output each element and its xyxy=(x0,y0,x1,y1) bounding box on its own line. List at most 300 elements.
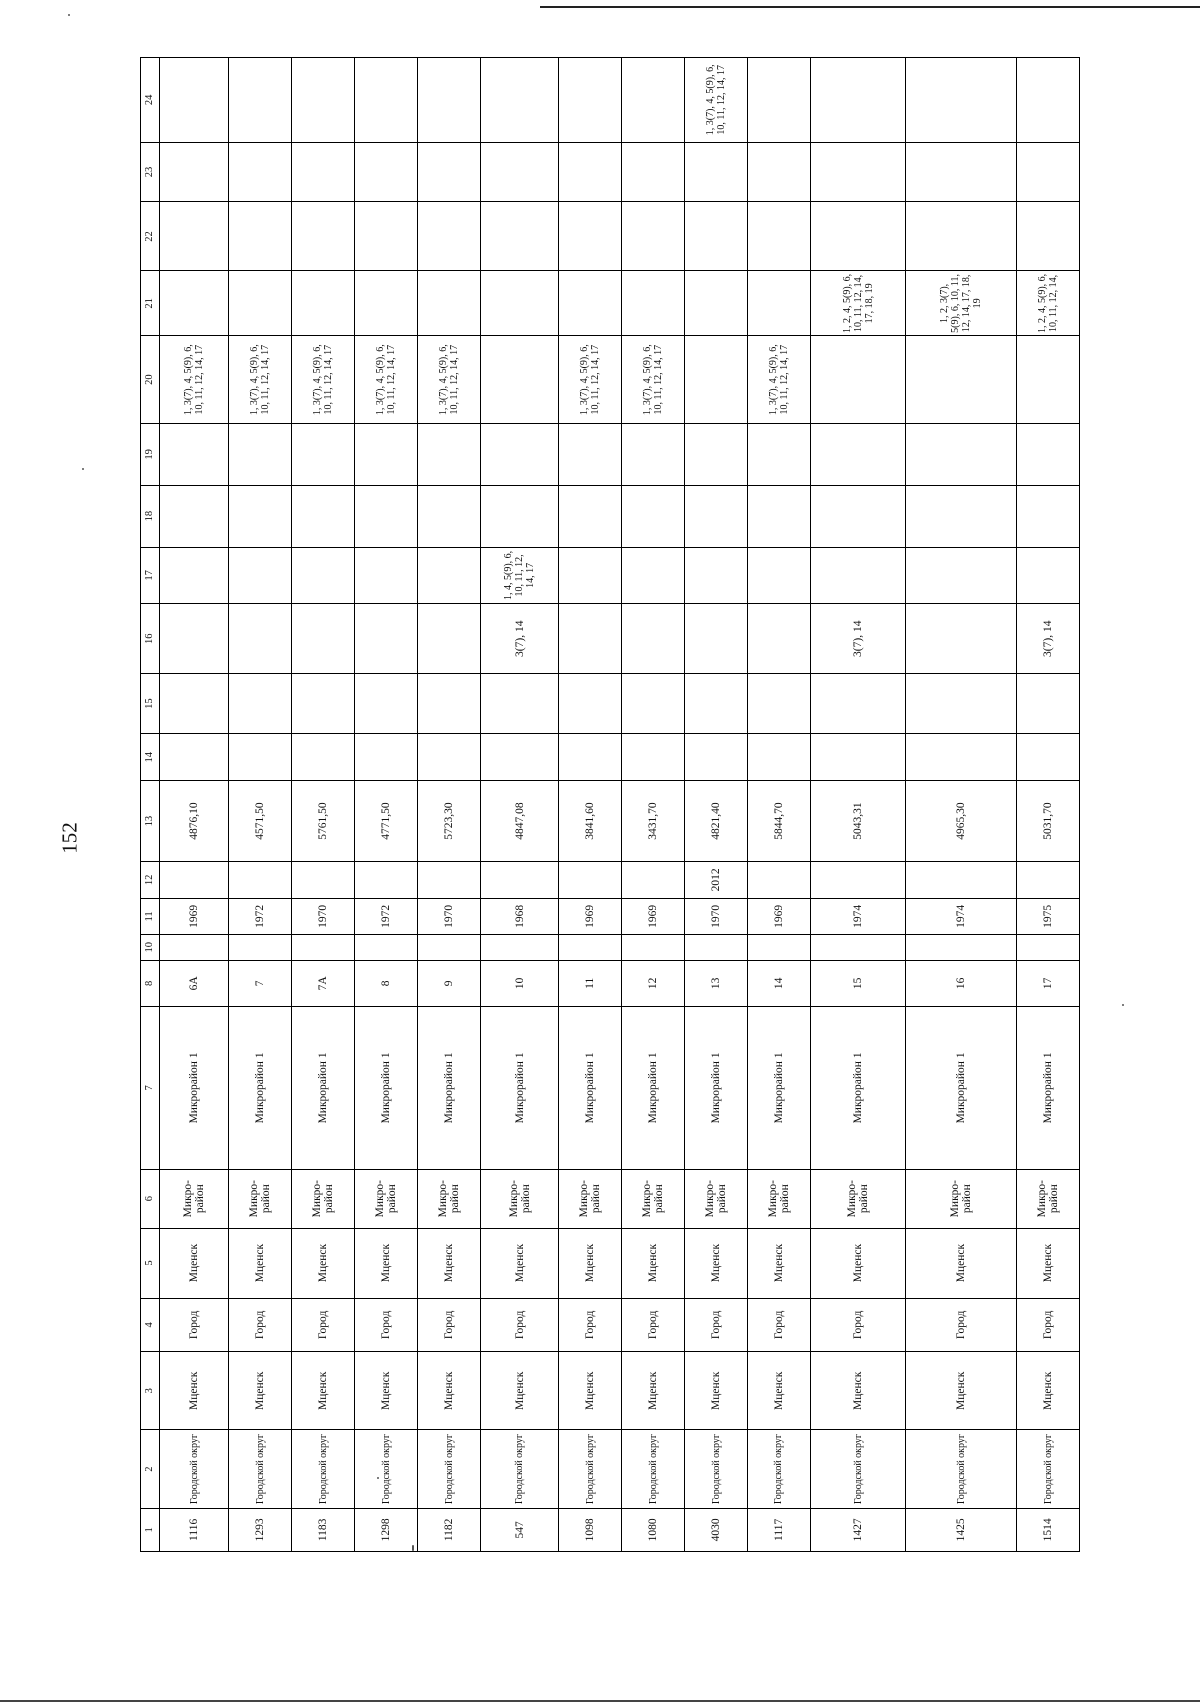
table-cell: 4847,08 xyxy=(481,781,559,861)
table-cell: Микрорайон 1 xyxy=(1017,1007,1080,1170)
table-cell: 12 xyxy=(622,960,685,1006)
table-cell: Город xyxy=(559,1298,622,1352)
bottom-border-line xyxy=(0,1700,1200,1702)
table-cell xyxy=(229,202,292,271)
table-cell: Городской округ xyxy=(810,1430,905,1508)
table-cell xyxy=(747,423,810,485)
table-cell xyxy=(685,202,748,271)
table-cell xyxy=(906,547,1017,604)
table-cell: Микрорайон 1 xyxy=(559,1007,622,1170)
table-cell xyxy=(418,142,481,202)
table-cell xyxy=(685,142,748,202)
column-header: 23 xyxy=(141,142,160,202)
table-cell: 6А xyxy=(160,960,229,1006)
table-cell xyxy=(292,604,355,674)
table-cell xyxy=(229,423,292,485)
table-cell xyxy=(160,674,229,734)
table-cell xyxy=(481,861,559,898)
table-cell: 1968 xyxy=(481,898,559,934)
page-number: 152 xyxy=(57,822,82,854)
column-header: 1 xyxy=(141,1508,160,1551)
table-cell xyxy=(229,604,292,674)
table-cell xyxy=(1017,423,1080,485)
table-row xyxy=(622,58,685,1552)
table-cell xyxy=(355,423,418,485)
table-cell: 1, 2, 4, 5(9), 6, 10, 11, 12, 14, xyxy=(1017,271,1080,336)
table-cell: 16 xyxy=(906,960,1017,1006)
table-cell xyxy=(810,142,905,202)
table-cell xyxy=(481,336,559,424)
table-cell: 11 xyxy=(559,960,622,1006)
table-cell: 1, 2, 3(7), 5(9), 6, 10, 11, 12, 14, 17, 18, 19 xyxy=(906,271,1017,336)
table-cell: Мценск xyxy=(622,1352,685,1430)
table-cell xyxy=(355,861,418,898)
table-cell xyxy=(685,734,748,781)
table-cell: Мценск xyxy=(160,1228,229,1298)
table-cell: Мценск xyxy=(1017,1352,1080,1430)
table-cell: 15 xyxy=(810,960,905,1006)
table-cell: Микро-район xyxy=(685,1169,748,1228)
table-cell: 2012 xyxy=(685,861,748,898)
table-cell: 3(7), 14 xyxy=(481,604,559,674)
table-cell xyxy=(292,423,355,485)
column-header: 2 xyxy=(141,1430,160,1508)
table-cell xyxy=(810,202,905,271)
table-cell: Мценск xyxy=(559,1352,622,1430)
column-header: 10 xyxy=(141,934,160,960)
table-cell xyxy=(292,202,355,271)
table-cell: Городской округ xyxy=(747,1430,810,1508)
table-cell: 1, 3(7), 4, 5(9), 6, 10, 11, 12, 14, 17 xyxy=(292,336,355,424)
table-cell xyxy=(622,934,685,960)
table-cell xyxy=(559,934,622,960)
table-cell xyxy=(906,336,1017,424)
table-cell xyxy=(747,734,810,781)
table-cell: Микро-район xyxy=(622,1169,685,1228)
table-cell: 1, 3(7), 4, 5(9), 6, 10, 11, 12, 14, 17 xyxy=(685,58,748,143)
table-cell: Город xyxy=(906,1298,1017,1352)
scan-speck xyxy=(1122,1004,1124,1006)
table-cell: 4821,40 xyxy=(685,781,748,861)
table-cell: 5043,31 xyxy=(810,781,905,861)
table-cell xyxy=(160,58,229,143)
table-cell xyxy=(622,142,685,202)
table-cell: Микрорайон 1 xyxy=(810,1007,905,1170)
table-cell: 1, 2, 4, 5(9), 6, 10, 11, 12, 14, 17, 18, 19 xyxy=(810,271,905,336)
table-cell: 3431,70 xyxy=(622,781,685,861)
table-cell xyxy=(906,861,1017,898)
table-cell xyxy=(559,861,622,898)
table-cell xyxy=(229,934,292,960)
table-cell: 1974 xyxy=(906,898,1017,934)
scan-speck xyxy=(68,14,70,16)
table-cell: Мценск xyxy=(418,1228,481,1298)
table-cell xyxy=(292,934,355,960)
table-cell xyxy=(622,861,685,898)
table-cell xyxy=(160,547,229,604)
table-cell xyxy=(160,142,229,202)
table-cell: Мценск xyxy=(685,1352,748,1430)
table-cell xyxy=(229,142,292,202)
table-cell: Микрорайон 1 xyxy=(292,1007,355,1170)
table-cell xyxy=(559,142,622,202)
table-cell xyxy=(622,202,685,271)
table-row xyxy=(559,58,622,1552)
table-cell xyxy=(355,674,418,734)
table-cell: 7А xyxy=(292,960,355,1006)
top-border-line xyxy=(540,6,1200,8)
table-cell: Городской округ xyxy=(292,1430,355,1508)
table-cell: 5761,50 xyxy=(292,781,355,861)
table-cell: Микрорайон 1 xyxy=(906,1007,1017,1170)
table-cell xyxy=(906,604,1017,674)
table-cell: 4965,30 xyxy=(906,781,1017,861)
table-cell: 3(7), 14 xyxy=(810,604,905,674)
table-cell xyxy=(559,423,622,485)
table-cell xyxy=(160,202,229,271)
table-cell xyxy=(160,423,229,485)
table-cell xyxy=(622,58,685,143)
table-cell xyxy=(747,485,810,547)
table-cell: 1969 xyxy=(559,898,622,934)
table-cell xyxy=(810,934,905,960)
table-cell: 1, 3(7), 4, 5(9), 6, 10, 11, 12, 14, 17 xyxy=(622,336,685,424)
table-cell: Мценск xyxy=(1017,1228,1080,1298)
table-cell xyxy=(160,934,229,960)
table-cell: 1425 xyxy=(906,1508,1017,1551)
column-header: 24 xyxy=(141,58,160,143)
table-cell xyxy=(481,271,559,336)
table-cell: Мценск xyxy=(810,1352,905,1430)
table-cell xyxy=(747,271,810,336)
table-cell: Микро-район xyxy=(810,1169,905,1228)
table-cell xyxy=(622,271,685,336)
table-cell: 1972 xyxy=(229,898,292,934)
table-cell: Городской округ xyxy=(1017,1430,1080,1508)
table-cell: Мценск xyxy=(229,1228,292,1298)
table-cell: Мценск xyxy=(906,1352,1017,1430)
table-cell xyxy=(355,547,418,604)
table-cell xyxy=(355,271,418,336)
column-header: 22 xyxy=(141,202,160,271)
table-cell: Микрорайон 1 xyxy=(685,1007,748,1170)
table-cell xyxy=(1017,734,1080,781)
table-cell: Город xyxy=(355,1298,418,1352)
table-cell: 1, 3(7), 4, 5(9), 6, 10, 11, 12, 14, 17 xyxy=(229,336,292,424)
table-cell: 1293 xyxy=(229,1508,292,1551)
housing-register-table xyxy=(140,57,1080,1552)
table-cell: Мценск xyxy=(906,1228,1017,1298)
table-cell: 17 xyxy=(1017,960,1080,1006)
table-cell xyxy=(810,58,905,143)
table-cell xyxy=(559,547,622,604)
table-cell xyxy=(622,485,685,547)
table-cell: Микро-район xyxy=(292,1169,355,1228)
table-cell xyxy=(622,734,685,781)
column-header: 8 xyxy=(141,960,160,1006)
table-cell: 13 xyxy=(685,960,748,1006)
table-cell xyxy=(355,734,418,781)
table-cell: Микрорайон 1 xyxy=(418,1007,481,1170)
table-cell xyxy=(418,604,481,674)
table-cell: Мценск xyxy=(292,1228,355,1298)
table-cell: 1098 xyxy=(559,1508,622,1551)
table-cell: 1080 xyxy=(622,1508,685,1551)
table-cell: Микрорайон 1 xyxy=(229,1007,292,1170)
column-header: 14 xyxy=(141,734,160,781)
table-cell: 1970 xyxy=(685,898,748,934)
table-cell xyxy=(810,485,905,547)
table-cell: Микро-район xyxy=(747,1169,810,1228)
table-cell: 1972 xyxy=(355,898,418,934)
table-cell: Микро-район xyxy=(355,1169,418,1228)
table-row xyxy=(229,58,292,1552)
table-cell: Мценск xyxy=(622,1228,685,1298)
table-cell: Мценск xyxy=(685,1228,748,1298)
table-cell: 1183 xyxy=(292,1508,355,1551)
table-cell xyxy=(481,423,559,485)
table-cell: 8 xyxy=(355,960,418,1006)
table-cell: 1182 xyxy=(418,1508,481,1551)
column-header: 11 xyxy=(141,898,160,934)
table-cell xyxy=(685,604,748,674)
table-row xyxy=(685,58,748,1552)
column-number-row xyxy=(141,58,160,1552)
table-cell xyxy=(160,604,229,674)
table-cell xyxy=(229,485,292,547)
table-cell: Городской округ xyxy=(685,1430,748,1508)
table-row xyxy=(747,58,810,1552)
table-cell xyxy=(1017,142,1080,202)
table-cell xyxy=(559,271,622,336)
table-cell xyxy=(559,674,622,734)
table-cell xyxy=(906,58,1017,143)
table-cell xyxy=(810,547,905,604)
scan-speck xyxy=(82,468,84,470)
table-row xyxy=(906,58,1017,1552)
table-cell xyxy=(1017,547,1080,604)
table-cell xyxy=(810,674,905,734)
table-cell xyxy=(292,58,355,143)
table-cell xyxy=(418,271,481,336)
table-cell xyxy=(747,547,810,604)
table-cell xyxy=(559,58,622,143)
column-header: 21 xyxy=(141,271,160,336)
table-cell xyxy=(229,734,292,781)
table-cell: Мценск xyxy=(747,1352,810,1430)
table-cell: Городской округ xyxy=(355,1430,418,1508)
table-cell xyxy=(559,485,622,547)
table-cell: 5723,30 xyxy=(418,781,481,861)
table-cell xyxy=(481,142,559,202)
table-cell xyxy=(747,202,810,271)
table-cell xyxy=(685,271,748,336)
table-cell xyxy=(418,202,481,271)
table-cell xyxy=(747,604,810,674)
table-cell: Мценск xyxy=(355,1352,418,1430)
table-cell: 1, 3(7), 4, 5(9), 6, 10, 11, 12, 14, 17 xyxy=(559,336,622,424)
table-cell xyxy=(1017,674,1080,734)
table-cell: 4030 xyxy=(685,1508,748,1551)
table-cell: 1427 xyxy=(810,1508,905,1551)
table-cell xyxy=(292,142,355,202)
table-cell: 1969 xyxy=(622,898,685,934)
table-cell: Город xyxy=(481,1298,559,1352)
column-header: 18 xyxy=(141,485,160,547)
table-cell: Микро-район xyxy=(559,1169,622,1228)
table-cell xyxy=(229,547,292,604)
table-cell xyxy=(481,58,559,143)
table-cell xyxy=(355,202,418,271)
table-cell: 1969 xyxy=(747,898,810,934)
table-cell: Город xyxy=(229,1298,292,1352)
table-cell: Мценск xyxy=(160,1352,229,1430)
table-cell xyxy=(292,861,355,898)
table-cell xyxy=(906,674,1017,734)
table-cell xyxy=(559,734,622,781)
column-header: 15 xyxy=(141,674,160,734)
table-cell: Город xyxy=(160,1298,229,1352)
table-cell: Городской округ xyxy=(229,1430,292,1508)
table-cell: 1116 xyxy=(160,1508,229,1551)
table-cell: 4876,10 xyxy=(160,781,229,861)
table-cell: Микрорайон 1 xyxy=(622,1007,685,1170)
table-cell xyxy=(355,485,418,547)
table-cell: Мценск xyxy=(747,1228,810,1298)
column-header: 20 xyxy=(141,336,160,424)
table-cell xyxy=(1017,202,1080,271)
table-cell: Мценск xyxy=(481,1352,559,1430)
table-cell: 547 xyxy=(481,1508,559,1551)
table-cell xyxy=(481,202,559,271)
table-cell: Микрорайон 1 xyxy=(160,1007,229,1170)
table-cell xyxy=(810,336,905,424)
table-cell: Городской округ xyxy=(622,1430,685,1508)
table-cell xyxy=(418,423,481,485)
table-cell: Мценск xyxy=(810,1228,905,1298)
table-cell: Мценск xyxy=(559,1228,622,1298)
table-cell xyxy=(559,202,622,271)
column-header: 12 xyxy=(141,861,160,898)
table-row xyxy=(418,58,481,1552)
table-cell xyxy=(810,423,905,485)
table-cell xyxy=(1017,934,1080,960)
column-header: 7 xyxy=(141,1007,160,1170)
table-cell: Городской округ xyxy=(481,1430,559,1508)
table-cell xyxy=(747,142,810,202)
table-cell xyxy=(481,674,559,734)
table-cell xyxy=(685,336,748,424)
column-header: 16 xyxy=(141,604,160,674)
table-cell xyxy=(810,734,905,781)
table-cell xyxy=(481,734,559,781)
table-cell xyxy=(355,58,418,143)
table-container xyxy=(140,57,1080,1552)
table-row xyxy=(355,58,418,1552)
table-cell: Город xyxy=(622,1298,685,1352)
table-cell: Городской округ xyxy=(160,1430,229,1508)
table-body xyxy=(160,58,1080,1552)
table-cell xyxy=(355,142,418,202)
table-cell: 10 xyxy=(481,960,559,1006)
table-cell xyxy=(747,934,810,960)
table-cell xyxy=(160,271,229,336)
table-cell xyxy=(292,734,355,781)
table-cell: Микрорайон 1 xyxy=(481,1007,559,1170)
table-cell xyxy=(685,674,748,734)
table-cell xyxy=(747,674,810,734)
table-row xyxy=(292,58,355,1552)
table-cell: Город xyxy=(1017,1298,1080,1352)
table-cell: 4771,50 xyxy=(355,781,418,861)
table-cell: Городской округ xyxy=(906,1430,1017,1508)
table-cell: 1970 xyxy=(418,898,481,934)
table-cell: 1970 xyxy=(292,898,355,934)
table-row xyxy=(481,58,559,1552)
table-cell xyxy=(229,674,292,734)
table-cell: 1969 xyxy=(160,898,229,934)
column-header: 13 xyxy=(141,781,160,861)
column-header: 4 xyxy=(141,1298,160,1352)
table-cell xyxy=(292,485,355,547)
table-cell: 14 xyxy=(747,960,810,1006)
table-cell: Городской округ xyxy=(559,1430,622,1508)
table-cell: Микро-район xyxy=(906,1169,1017,1228)
table-cell: 1974 xyxy=(810,898,905,934)
table-cell: Город xyxy=(747,1298,810,1352)
table-cell: 4571,50 xyxy=(229,781,292,861)
table-cell xyxy=(747,861,810,898)
table-cell: Город xyxy=(418,1298,481,1352)
table-cell xyxy=(685,547,748,604)
scan-speck xyxy=(377,1477,379,1479)
table-cell xyxy=(1017,58,1080,143)
table-cell: 1975 xyxy=(1017,898,1080,934)
table-cell: Мценск xyxy=(229,1352,292,1430)
table-cell xyxy=(229,271,292,336)
table-cell: Мценск xyxy=(355,1228,418,1298)
table-cell xyxy=(355,934,418,960)
table-cell: 5031,70 xyxy=(1017,781,1080,861)
table-cell xyxy=(160,485,229,547)
table-cell xyxy=(418,485,481,547)
table-cell: Мценск xyxy=(481,1228,559,1298)
table-cell xyxy=(622,674,685,734)
table-cell xyxy=(481,485,559,547)
scan-speck xyxy=(412,1545,414,1551)
table-cell: 7 xyxy=(229,960,292,1006)
table-cell xyxy=(292,674,355,734)
table-cell xyxy=(418,58,481,143)
table-cell: Микро-район xyxy=(418,1169,481,1228)
table-cell: Микро-район xyxy=(160,1169,229,1228)
table-cell xyxy=(906,202,1017,271)
table-cell xyxy=(418,674,481,734)
table-cell: 1, 3(7), 4, 5(9), 6, 10, 11, 12, 14, 17 xyxy=(747,336,810,424)
table-cell xyxy=(229,861,292,898)
table-cell: Мценск xyxy=(418,1352,481,1430)
table-cell: 1, 4, 5(9), 6, 10, 11, 12, 14, 17 xyxy=(481,547,559,604)
table-cell: 1514 xyxy=(1017,1508,1080,1551)
column-header: 17 xyxy=(141,547,160,604)
table-cell xyxy=(622,423,685,485)
table-cell: Микро-район xyxy=(229,1169,292,1228)
table-cell: Городской округ xyxy=(418,1430,481,1508)
table-cell: 1, 3(7), 4, 5(9), 6, 10, 11, 12, 14, 17 xyxy=(160,336,229,424)
table-cell: Город xyxy=(810,1298,905,1352)
table-cell xyxy=(559,604,622,674)
table-cell xyxy=(685,485,748,547)
